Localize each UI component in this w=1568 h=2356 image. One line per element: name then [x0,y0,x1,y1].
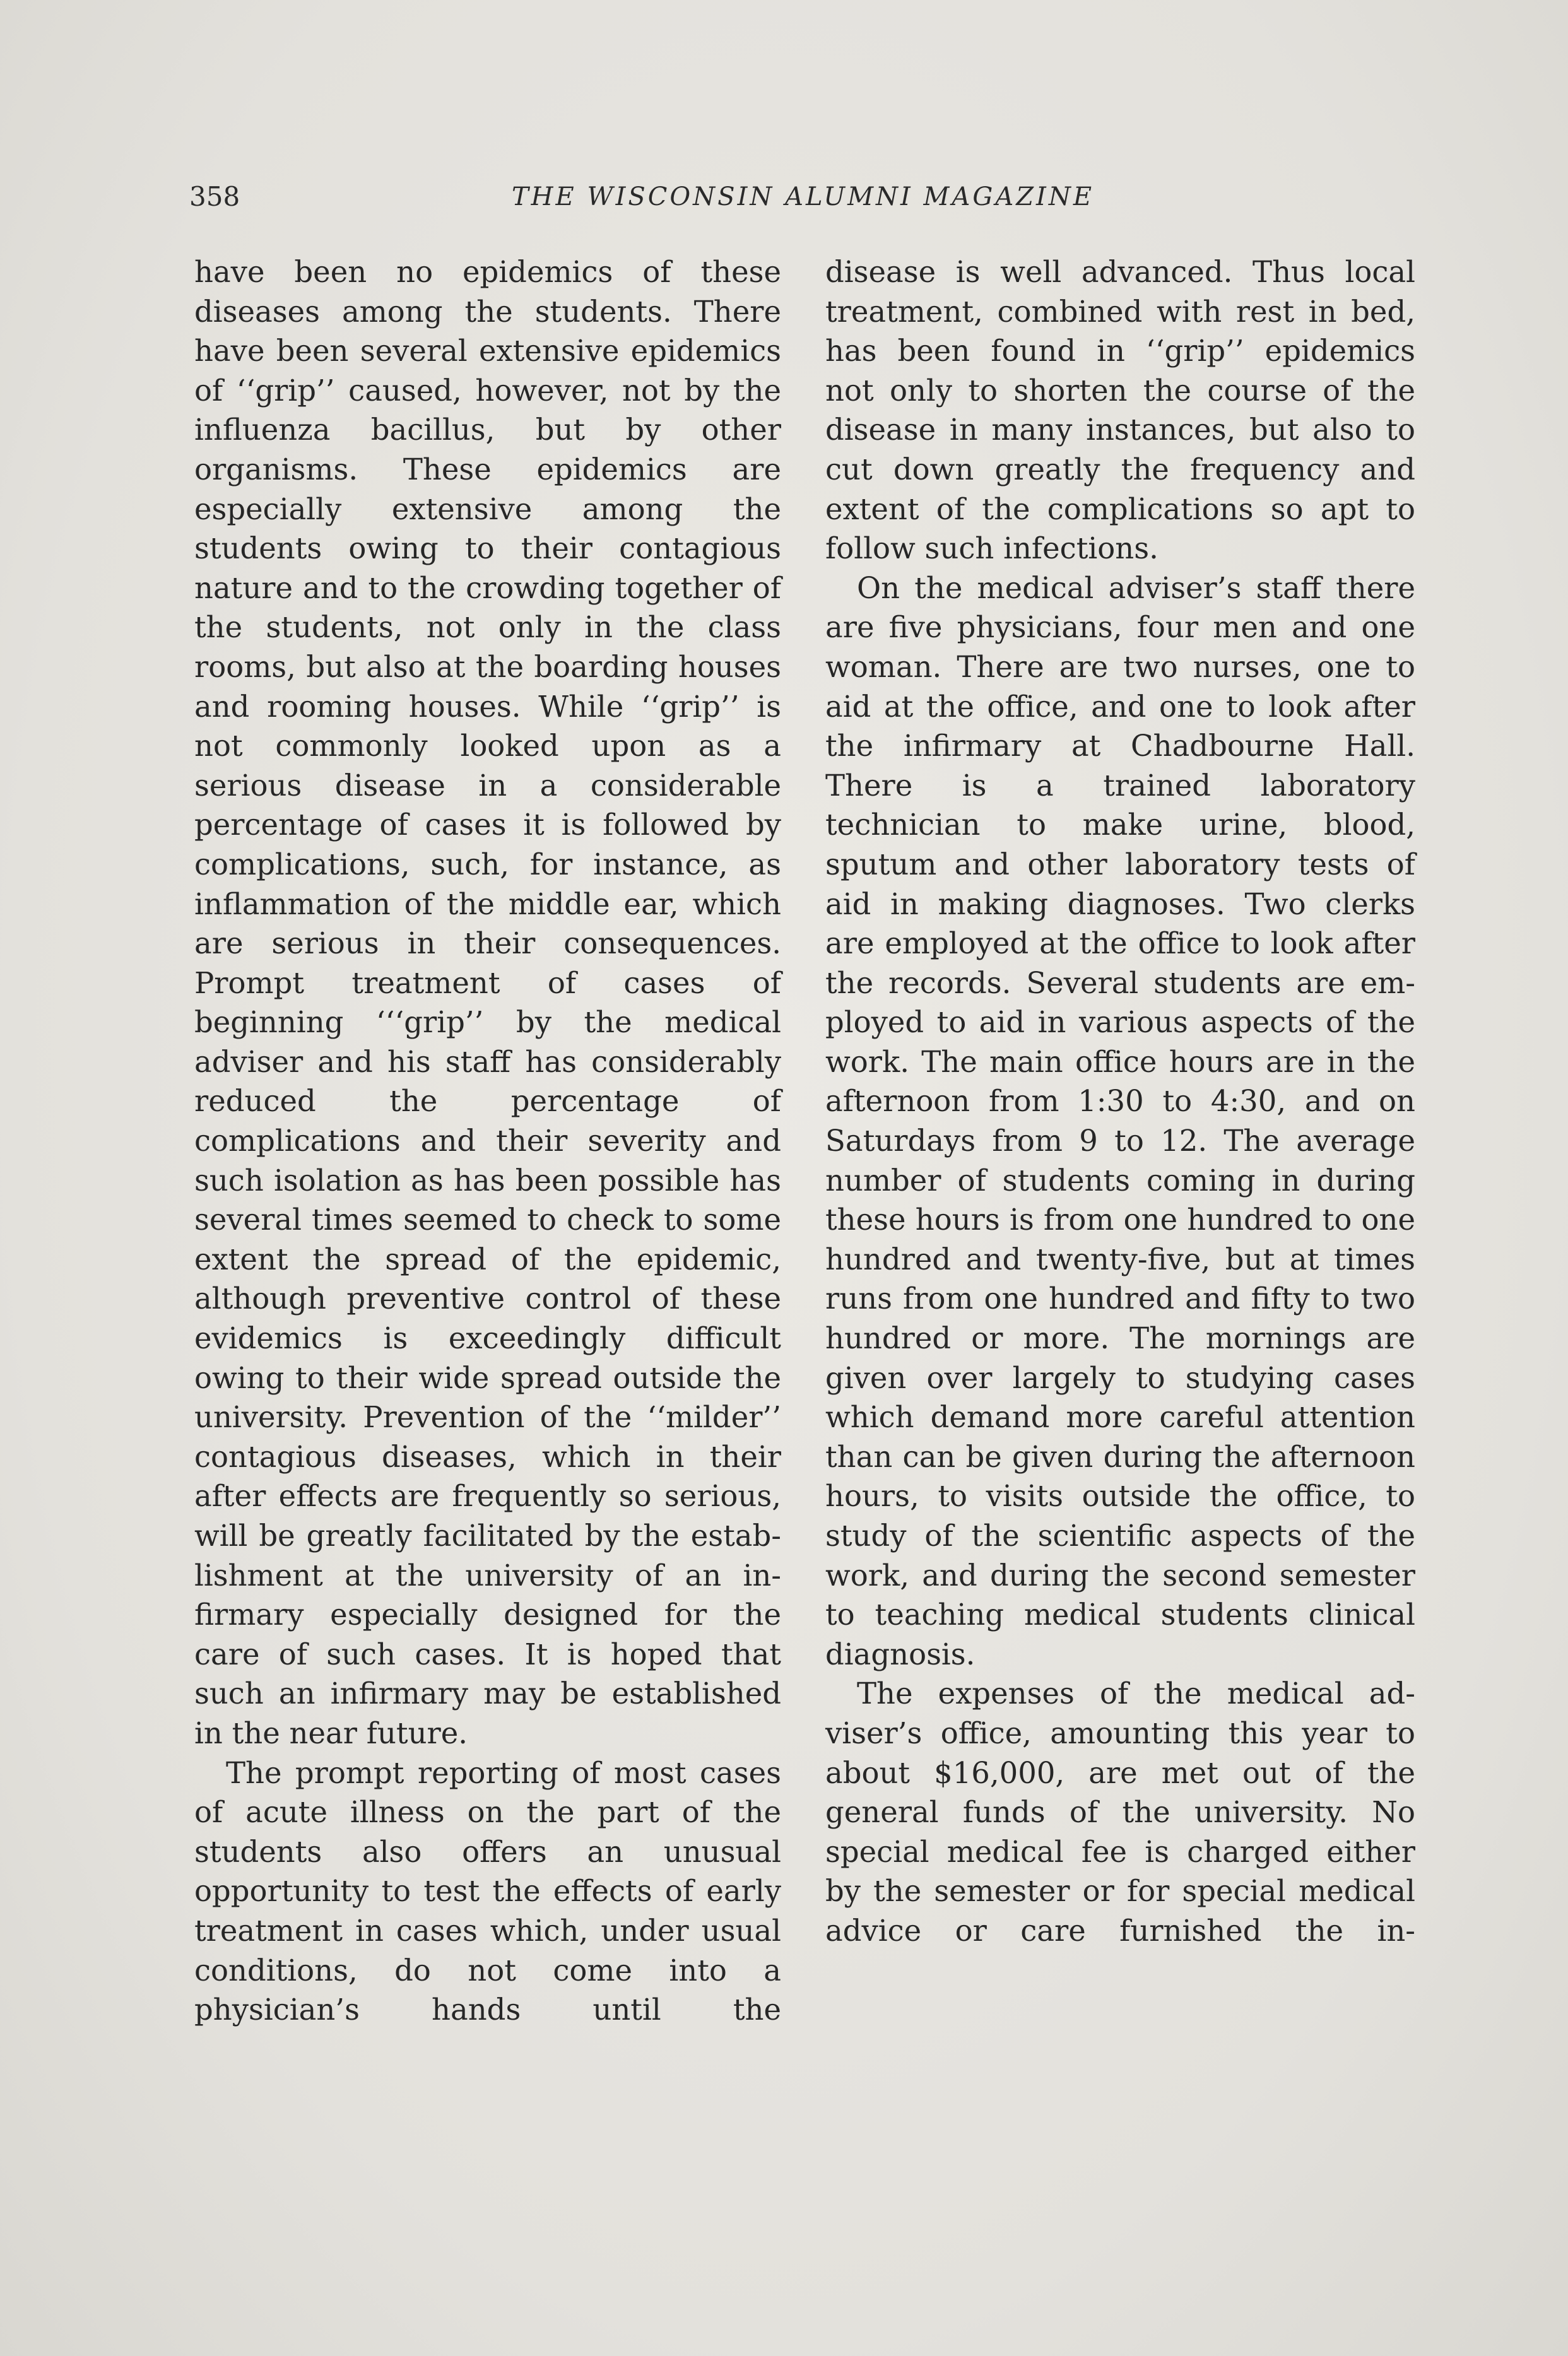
left-column [194,252,781,2030]
right-paragraph-1: disease is well advanced. Thus local treatment, combined with rest in bed, has been found in ‘‘grip’’ epidemics not only to shorten the course of the disease in many instances, but also to cut down greatly the frequency and extent of the complications so apt to follow such infections. [825,255,1415,566]
running-title: THE WISCONSIN ALUMNI MAGAZINE [511,182,1095,211]
page-number: 358 [189,181,240,212]
right-paragraph-3: The expenses of the medical adviser’s office, amounting this year to about $16,000, are met out of the general funds of the university. No special medical fee is charged either by the semester or for special medical advice or care furnished the in- [825,1676,1415,1948]
right-paragraph-2: On the medical adviser’s staff there are five physicians, four men and one woman. There are two nurses, one to aid at the office, and one to look after the infirmary at Chadbourne Hall. There is a trained laboratory technician to make urine, blood, sputum and other laboratory tests of aid in making diagnoses. Two clerks are employed at the office to look after the records. Several students are employed to aid in various aspects of the work. The main office hours are in the afternoon from 1:30 to 4:30, and on Saturdays from 9 to 12. The average number of students coming in during these hours is from one hundred to one hundred and twenty-five, but at times runs from one hundred and fifty to two hundred or more. The mornings are given over largely to studying cases which demand more careful attention than can be given during the afternoon hours, to visits outside the office, to study of the scientific aspects of the work, and during the second semester to teaching medical students clinical diagnosis. [825,570,1415,1671]
left-paragraph-1: have been no epidemics of these diseases among the students. There have been several extensive epidemics of ‘‘grip’’ caused, however, not by the influenza bacillus, but by other organisms. These epidemics are especially extensive among the students owing to their contagious nature and to the crowding together of the students, not only in the class rooms, but also at the boarding houses and rooming houses. While ‘‘grip’’ is not commonly looked upon as a serious disease in a considerable percentage of cases it is followed by complications, such, for instance, as inflammation of the middle ear, which are serious in their consequences. Prompt treatment of cases of beginning ‘‘‘grip’’ by the medical adviser and his staff has considerably reduced the percentage of complications and their severity and such isolation as has been possible has several times seemed to check to some extent the spread of the epidemic, although preventive control of these evidemics is exceedingly difficult owing to their wide spread outside the university. Prevention of the ‘‘milder’’ contagious diseases, which in their after effects are frequently so serious, will be greatly facilitated by the establishment at the university of an infirmary especially designed for the care of such cases. It is hoped that such an infirmary may be established in the near future. [194,255,781,1750]
right-column [825,252,1415,1951]
left-paragraph-2: The prompt reporting of most cases of acute illness on the part of the students also offers an unusual opportunity to test the effects of early treatment in cases which, under usual conditions, do not come into a physician’s hands until the [194,1755,781,2027]
page-header [189,178,1417,216]
